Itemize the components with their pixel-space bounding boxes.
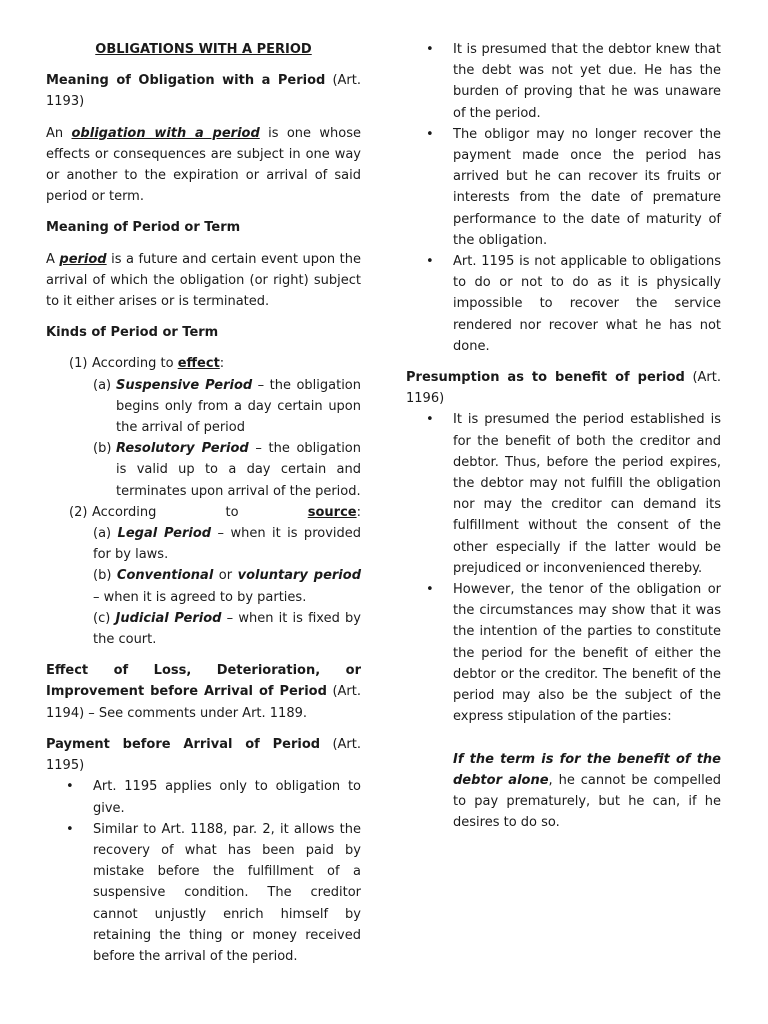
kind-source-word1: According — [92, 504, 157, 520]
kind-suspensive — [46, 375, 361, 439]
payment-bullet-2: Similar to Art. 1188, par. 2, it allows the recovery of what has been paid by mistake before the fulfillment of a suspensive condition. The creditor cannot unjustly enrich himself by retaining the thing or money received before the arrival of the period. — [93, 821, 361, 964]
right-column — [406, 39, 721, 833]
kinds-heading: Kinds of Period or Term — [46, 325, 219, 341]
kind-source-word2: to — [225, 504, 239, 520]
kind-conventional-text: – when it is agreed to by parties. — [93, 589, 307, 605]
list-item — [46, 776, 361, 818]
presumption-bullet-1: It is presumed the period established is for the benefit of both the creditor and debtor. Thus, before the period expires, the debtor may not fulfill the obligation nor may the creditor can demand its fulfillment without the consent of the other especially if the latter would be prejudiced or inconvenienced thereby. — [453, 412, 721, 576]
kind-judicial — [46, 608, 361, 650]
effect-heading — [46, 660, 361, 724]
kind-resolutory-letter: (b) — [93, 441, 112, 457]
effect-heading-rest: (Art. 1194) – See comments under Art. 1189. — [46, 684, 362, 721]
meaning-heading — [46, 70, 361, 112]
kind-suspensive-term: Suspensive Period — [116, 377, 253, 393]
period-paragraph — [46, 249, 361, 313]
top-bullet-2: The obligor may no longer recover the payment made once the period has arrived but he can recover its fruits or interests from the date of premature performance to the date of maturity of the obligation. — [453, 126, 721, 248]
list-item — [406, 579, 721, 727]
kinds-list — [46, 353, 361, 650]
presumption-heading-ref: (Art. 1196) — [406, 370, 721, 407]
kind-source — [46, 502, 361, 523]
period-heading: Meaning of Period or Term — [46, 220, 241, 236]
def-term: obligation with a period — [71, 125, 260, 141]
bullet-icon: • — [426, 412, 434, 428]
presumption-heading — [406, 367, 721, 409]
payment-bullet-1: Art. 1195 applies only to obligation to give. — [93, 779, 361, 816]
kind-effect-num: (1) — [69, 356, 88, 372]
kind-effect-pre: According to — [92, 356, 178, 372]
meaning-heading-text: Meaning of Obligation with a Period — [46, 73, 326, 89]
kind-effect-key: effect — [177, 356, 220, 372]
payment-heading — [46, 734, 361, 776]
kind-legal-pre: (a) — [93, 526, 118, 542]
kind-judicial-term: Judicial Period — [115, 610, 222, 626]
page-title: OBLIGATIONS WITH A PERIOD — [95, 42, 312, 57]
payment-heading-text: Payment before Arrival of Period — [46, 736, 321, 752]
kind-source-key: source — [307, 504, 357, 520]
kind-source-post: : — [356, 504, 361, 520]
kind-voluntary-term: voluntary period — [237, 568, 362, 584]
list-item — [406, 251, 721, 357]
kind-suspensive-text: – the obligation begins only from a day certain upon the arrival of period — [116, 377, 361, 436]
list-item — [406, 409, 721, 579]
presumption-bullet-2: However, the tenor of the obligation or the circumstances may show that it was the intention of the parties to constitute the period for the benefit of either the debtor or the creditor. The benefit of the period may also be the subject of the express stipulation of the parties: — [453, 582, 721, 725]
payment-bullets — [46, 776, 361, 967]
meaning-heading-ref: (Art. 1193) — [46, 73, 362, 110]
top-bullet-3: Art. 1195 is not applicable to obligations to do or not to do as it is physically impossible to recover the service rendered nor recover what he has not done. — [453, 254, 721, 354]
list-item — [46, 819, 361, 967]
bullet-icon: • — [426, 254, 434, 270]
kind-legal-term: Legal Period — [117, 526, 212, 542]
bullet-icon: • — [426, 126, 434, 142]
kind-effect — [46, 353, 361, 374]
kind-conventional-mid: or — [213, 568, 238, 584]
kind-conventional-pre: (b) — [93, 568, 117, 584]
kind-resolutory — [46, 438, 361, 502]
right-top-bullets — [406, 39, 721, 357]
period-post: is a future and certain event upon the arrival of which the obligation (or right) subject to it either arises or is terminated. — [46, 251, 361, 310]
kind-legal — [46, 523, 361, 565]
kind-conventional — [46, 565, 361, 607]
kind-resolutory-text: – the obligation is valid up to a day certain and terminates upon arrival of the period. — [116, 441, 361, 499]
top-bullet-1: It is presumed that the debtor knew that the debt was not yet due. He has the burden of proving that he was unaware of the period. — [453, 42, 721, 121]
definition-paragraph — [46, 123, 361, 208]
kind-judicial-pre: (c) — [93, 610, 116, 626]
kind-source-line — [92, 502, 361, 523]
left-column — [46, 39, 361, 967]
kind-conventional-term: Conventional — [116, 568, 214, 584]
period-pre: A — [46, 251, 60, 267]
kind-judicial-text: – when it is fixed by the court. — [93, 610, 361, 648]
payment-heading-ref: (Art. 1195) — [46, 736, 362, 774]
kind-suspensive-letter: (a) — [93, 377, 112, 393]
list-item — [406, 124, 721, 251]
def-post: is one whose effects or consequences are subject in one way or another to the expiration or arrival of said period or term. — [46, 125, 361, 205]
kind-effect-post: : — [219, 356, 225, 372]
presumption-bullets — [406, 409, 721, 727]
bullet-icon: • — [426, 582, 434, 598]
kind-resolutory-term: Resolutory Period — [116, 441, 249, 457]
def-pre: An — [46, 125, 72, 141]
bullet-icon: • — [426, 42, 434, 57]
debtor-benefit-note — [406, 749, 721, 834]
kind-source-key-wrap — [308, 502, 361, 523]
period-term: period — [59, 251, 107, 267]
effect-heading-text: Effect of Loss, Deterioration, or Improvement before Arrival of Period — [46, 663, 361, 700]
debtor-benefit-text: , he cannot be compelled to pay prematurely, but he can, if he desires to do so. — [453, 772, 722, 831]
debtor-benefit-term: If the term is for the benefit of the debtor alone — [453, 751, 721, 788]
presumption-heading-text: Presumption as to benefit of period — [406, 370, 685, 386]
list-item — [406, 39, 721, 124]
kind-legal-text: – when it is provided for by laws. — [93, 526, 362, 563]
kind-source-num: (2) — [69, 504, 88, 520]
bullet-icon: • — [66, 821, 74, 837]
bullet-icon: • — [66, 779, 74, 795]
